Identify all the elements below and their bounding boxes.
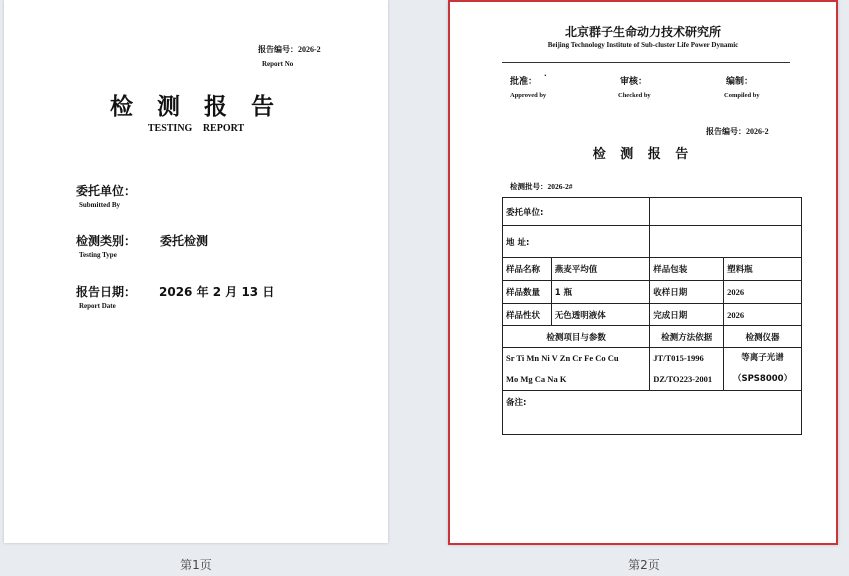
report-date-label: 报告日期： bbox=[76, 285, 137, 299]
sample-name-label: 样品名称 bbox=[503, 258, 552, 281]
quantity-label: 样品数量 bbox=[503, 281, 552, 304]
table-row bbox=[503, 326, 802, 348]
page-1-label: 第1页 bbox=[180, 558, 212, 572]
state-label: 样品性状 bbox=[503, 304, 552, 326]
testing-type-label: 检测类别： bbox=[76, 234, 137, 248]
instrument-line-1: 等离子光谱 bbox=[741, 353, 784, 363]
testing-type-label-en: Testing Type bbox=[79, 251, 117, 259]
document-page-1[interactable] bbox=[4, 0, 388, 543]
report-date-value: 2026 年 2 月 13 日 bbox=[159, 285, 275, 299]
instrument-header: 检测仪器 bbox=[724, 326, 802, 348]
instrument-cell bbox=[724, 348, 802, 391]
table-row bbox=[503, 304, 802, 326]
compiled-label-en: Compiled by bbox=[724, 92, 760, 99]
report-title: 检 测 报 告 bbox=[109, 94, 283, 120]
method-header: 检测方法依据 bbox=[650, 326, 724, 348]
method-line-1: JT/T015-1996 bbox=[653, 353, 704, 363]
page-2-label: 第2页 bbox=[628, 558, 660, 572]
items-line-1: Sr Ti Mn Ni V Zn Cr Fe Co Cu bbox=[506, 353, 619, 363]
received-date-label: 收样日期 bbox=[650, 281, 724, 304]
remarks-label: 备注: bbox=[503, 391, 802, 435]
items-header: 检测项目与参数 bbox=[503, 326, 650, 348]
institute-name: 北京群子生命动力技术研究所 bbox=[564, 25, 721, 39]
method-line-2: DZ/TO223-2001 bbox=[653, 374, 713, 384]
submitted-by-label-en: Submitted By bbox=[79, 201, 121, 209]
client-value bbox=[650, 198, 802, 226]
package-label: 样品包装 bbox=[650, 258, 724, 281]
client-label: 委托单位: bbox=[503, 198, 650, 226]
institute-name-en: Beijing Technology Institute of Sub-cluster Life Power Dynamic bbox=[547, 41, 739, 49]
submitted-by-label: 委托单位： bbox=[76, 184, 137, 198]
table-row bbox=[503, 226, 802, 258]
address-value bbox=[650, 226, 802, 258]
quantity-value: 1 瓶 bbox=[551, 281, 649, 304]
header-rule bbox=[502, 62, 790, 63]
approved-mark: · bbox=[544, 72, 547, 80]
compiled-label: 编制： bbox=[726, 77, 754, 87]
report-number-en: Report No bbox=[262, 60, 294, 68]
state-value: 无色透明液体 bbox=[551, 304, 649, 326]
batch-number: 检测批号：2026-2# bbox=[510, 182, 573, 191]
report-title-en: TESTING REPORT bbox=[147, 123, 245, 134]
items-line-2: Mo Mg Ca Na K bbox=[506, 374, 567, 384]
table-row bbox=[503, 348, 802, 391]
report-date-label-en: Report Date bbox=[79, 302, 116, 310]
sample-name-value: 燕麦平均值 bbox=[551, 258, 649, 281]
completed-date-value: 2026 bbox=[724, 304, 802, 326]
completed-date-label: 完成日期 bbox=[650, 304, 724, 326]
instrument-line-2: （SPS8000） bbox=[732, 374, 793, 384]
table-row bbox=[503, 258, 802, 281]
address-label: 地 址: bbox=[503, 226, 650, 258]
items-cell bbox=[503, 348, 650, 391]
package-value: 塑料瓶 bbox=[724, 258, 802, 281]
table-row bbox=[503, 391, 802, 435]
report-number: 报告编号：2026-2 bbox=[258, 45, 321, 54]
approved-label-en: Approved by bbox=[510, 92, 547, 99]
approved-label: 批准： bbox=[510, 77, 538, 87]
checked-label-en: Checked by bbox=[618, 92, 651, 99]
document-page-2[interactable] bbox=[448, 0, 838, 545]
table-row bbox=[503, 198, 802, 226]
report-table bbox=[502, 197, 802, 435]
report-number: 报告编号：2026-2 bbox=[706, 127, 769, 136]
method-cell bbox=[650, 348, 724, 391]
report-title: 检 测 报 告 bbox=[592, 147, 694, 162]
received-date-value: 2026 bbox=[724, 281, 802, 304]
checked-label: 审核： bbox=[620, 77, 648, 87]
testing-type-value: 委托检测 bbox=[160, 234, 209, 248]
table-row bbox=[503, 281, 802, 304]
